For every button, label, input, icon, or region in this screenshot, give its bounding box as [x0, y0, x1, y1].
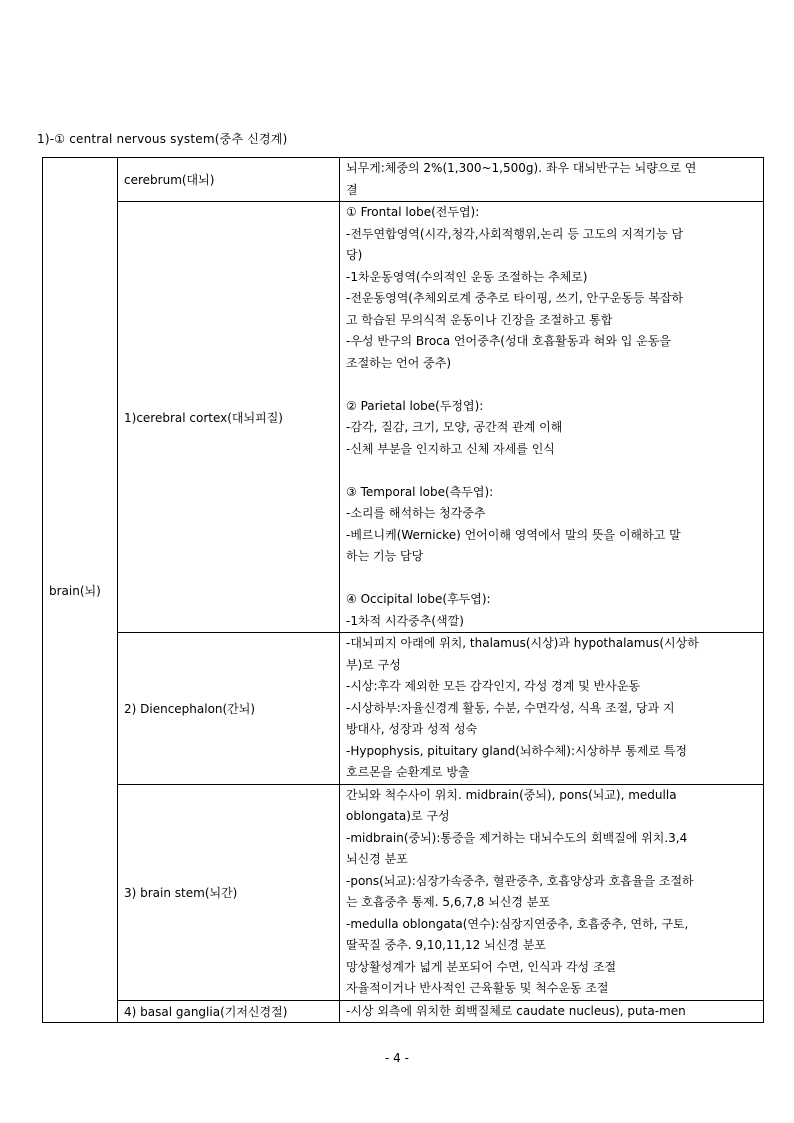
table-row: [43, 633, 764, 785]
description-cell: [340, 1000, 764, 1023]
description-line: 고 학습된 무의식적 운동이나 긴장을 조절하고 통합: [346, 312, 613, 327]
table-row: [43, 1000, 764, 1023]
description-line: 결: [346, 182, 358, 197]
description-cell: [340, 633, 764, 785]
description-line: 호르몬을 순환계로 방출: [346, 765, 470, 779]
cns-table: [42, 157, 764, 1023]
structure-name-cell: 1)cerebral cortex(대뇌피질): [118, 202, 340, 633]
description-line: -대뇌피지 아래에 위치, thalamus(시상)과 hypothalamus(시상하: [346, 636, 699, 650]
category-cell: brain(뇌): [43, 158, 118, 1023]
structure-name-cell: 2) Diencephalon(간뇌): [118, 633, 340, 785]
description-line: -전운동영역(추체외로계 중추로 타이핑, 쓰기, 안구운동등 복잡하: [346, 291, 684, 305]
description-line: -medulla oblongata(연수):심장지연중추, 호흡중추, 연하, 구토,: [346, 916, 689, 931]
description-line: -Hypophysis, pituitary gland(뇌하수체):시상하부 통제로 특정: [346, 743, 687, 758]
description-line: -감각, 질감, 크기, 모양, 공간적 관계 이해: [346, 420, 563, 434]
description-line: -시상하부:자율신경계 활동, 수분, 수면각성, 식욕 조절, 당과 지: [346, 700, 675, 715]
description-line: [346, 568, 757, 590]
section-heading: 1)-① central nervous system(중추 신경계): [37, 132, 288, 146]
description-line: ③ Temporal lobe(측두엽):: [346, 484, 494, 499]
description-line: 방대사, 성장과 성적 성숙: [346, 722, 478, 736]
description-line: 자율적이거나 반사적인 근육활동 및 척수운동 조절: [346, 981, 609, 995]
description-line: -pons(뇌교):심장가속중추, 혈관중추, 호흡양상과 호흡율을 조절하: [346, 873, 694, 888]
page-number: - 4 -: [385, 1051, 409, 1065]
description-line: -1차운동영역(수의적인 운동 조절하는 추체로): [346, 269, 588, 284]
description-line: oblongata)로 구성: [346, 809, 450, 823]
description-line: 조절하는 언어 중추): [346, 355, 452, 370]
structure-name-cell: cerebrum(대뇌): [118, 158, 340, 202]
description-line: -시상 외측에 위치한 회백질체로 caudate nucleus), puta-men: [346, 1003, 686, 1018]
description-line: ① Frontal lobe(전두엽):: [346, 205, 480, 219]
description-line: 부)로 구성: [346, 657, 401, 672]
description-line: -신체 부분을 인지하고 신체 자세를 인식: [346, 441, 555, 456]
description-line: 망상활성계가 넓게 분포되어 수면, 인식과 각성 조절: [346, 959, 617, 974]
description-line: 는 호흡중추 통제. 5,6,7,8 뇌신경 분포: [346, 895, 550, 909]
table-row: [43, 202, 764, 633]
description-line: 간뇌와 척수사이 위치. midbrain(중뇌), pons(뇌교), medulla: [346, 787, 677, 802]
table-row: [43, 158, 764, 202]
description-line: 뇌신경 분포: [346, 852, 408, 866]
description-cell: [340, 158, 764, 202]
table-row: [43, 784, 764, 1000]
structure-name-cell: 4) basal ganglia(기저신경절): [118, 1000, 340, 1023]
description-line: ② Parietal lobe(두정엽):: [346, 398, 484, 413]
description-line: -midbrain(중뇌):통증을 제거하는 대뇌수도의 회백질에 위치.3,4: [346, 830, 688, 845]
description-line: 당): [346, 248, 363, 262]
description-line: 하는 기능 담당: [346, 549, 424, 563]
description-line: -소리를 해석하는 청각중추: [346, 506, 486, 520]
description-line: 딸꾹질 중추. 9,10,11,12 뇌신경 분포: [346, 938, 546, 952]
description-line: -베르니케(Wernicke) 언어이해 영역에서 말의 뜻을 이해하고 말: [346, 527, 681, 542]
description-line: [346, 460, 757, 482]
description-cell: [340, 202, 764, 633]
description-line: 뇌무게:체중의 2%(1,300~1,500g). 좌우 대뇌반구는 뇌량으로 연: [346, 161, 697, 175]
description-line: [346, 374, 757, 396]
structure-name-cell: 3) brain stem(뇌간): [118, 784, 340, 1000]
description-line: -우성 반구의 Broca 언어중추(성대 호흡활동과 혀와 입 운동을: [346, 334, 671, 348]
description-line: ④ Occipital lobe(후두엽):: [346, 592, 491, 606]
description-line: -시상:후각 제외한 모든 감각인지, 각성 경계 및 반사운동: [346, 679, 640, 693]
description-cell: [340, 784, 764, 1000]
description-line: -전두연합영역(시각,청각,사회적행위,논리 등 고도의 지적기능 담: [346, 226, 684, 241]
description-line: -1차적 시각중추(색깔): [346, 613, 464, 628]
